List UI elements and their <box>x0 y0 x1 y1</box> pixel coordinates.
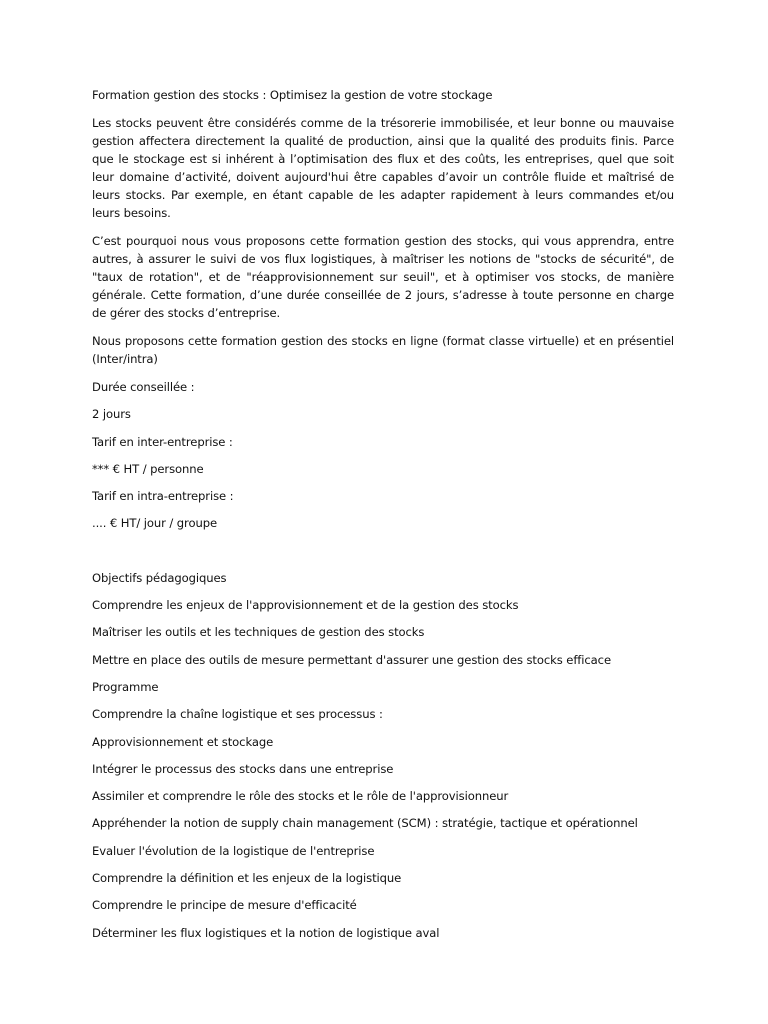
purpose-paragraph: C’est pourquoi nous vous proposons cette formation gestion des stocks, qui vous apprendra, entre autres, à assurer le suivi de vos flux logistiques, à maîtriser les notions de "stocks de sécurité", de "taux de rotation", et de "réapprovisionnement sur seuil", et à optimiser vos stocks, de manière générale. Cette formation, d’une durée conseillée de 2 jours, s’adresse à toute personne en charge de gérer des stocks d’entreprise. <box>92 234 674 320</box>
inter-price-label: Tarif en inter-entreprise : <box>92 434 233 449</box>
duration-label: Durée conseillée : <box>92 380 195 394</box>
duration-value: 2 jours <box>92 407 131 422</box>
program-item: Comprendre la chaîne logistique et ses processus : <box>92 707 383 722</box>
program-heading: Programme <box>92 679 159 694</box>
document-title: Formation gestion des stocks : Optimisez la gestion de votre stockage <box>92 88 493 102</box>
program-item: Evaluer l'évolution de la logistique de l'entreprise <box>92 843 375 858</box>
program-item: Assimiler et comprendre le rôle des stocks et le rôle de l'approvisionneur <box>92 789 509 804</box>
objective-item: Maîtriser les outils et les techniques de gestion des stocks <box>92 625 425 640</box>
document-content <box>92 86 674 951</box>
objective-item: Comprendre les enjeux de l'approvisionnement et de la gestion des stocks <box>92 598 519 613</box>
intro-paragraph: Les stocks peuvent être considérés comme de la trésorerie immobilisée, et leur bonne ou mauvaise gestion affectera directement la qualité de production, ainsi que la qualité des produits finis. Parce que le stockage est si inhérent à l’optimisation des flux et des coûts, les entreprises, quel que soit leur domaine d’activité, doivent aujourd'hui être capables d’avoir un contrôle fluide et maîtrisé de leurs stocks. Par exemple, en étant capable de les adapter rapidement à leurs commandes et/ou leurs besoins. <box>92 116 674 220</box>
program-item: Approvisionnement et stockage <box>92 734 274 749</box>
section-spacer <box>92 542 674 569</box>
program-item: Intégrer le processus des stocks dans une entreprise <box>92 761 394 776</box>
inter-price-value: *** € HT / personne <box>92 461 204 476</box>
intra-price-label: Tarif en intra-entreprise : <box>92 489 234 504</box>
program-item: Appréhender la notion de supply chain management (SCM) : stratégie, tactique et opérationnel <box>92 816 638 831</box>
program-item: Déterminer les flux logistiques et la notion de logistique aval <box>92 925 440 940</box>
program-item: Comprendre la définition et les enjeux de la logistique <box>92 871 402 886</box>
intra-price-value: .... € HT/ jour / groupe <box>92 516 217 531</box>
format-paragraph: Nous proposons cette formation gestion des stocks en ligne (format classe virtuelle) et en présentiel (Inter/intra) <box>92 334 674 366</box>
objectives-heading: Objectifs pédagogiques <box>92 570 227 585</box>
objective-item: Mettre en place des outils de mesure permettant d'assurer une gestion des stocks efficace <box>92 652 611 667</box>
program-item: Comprendre le principe de mesure d'efficacité <box>92 898 357 913</box>
